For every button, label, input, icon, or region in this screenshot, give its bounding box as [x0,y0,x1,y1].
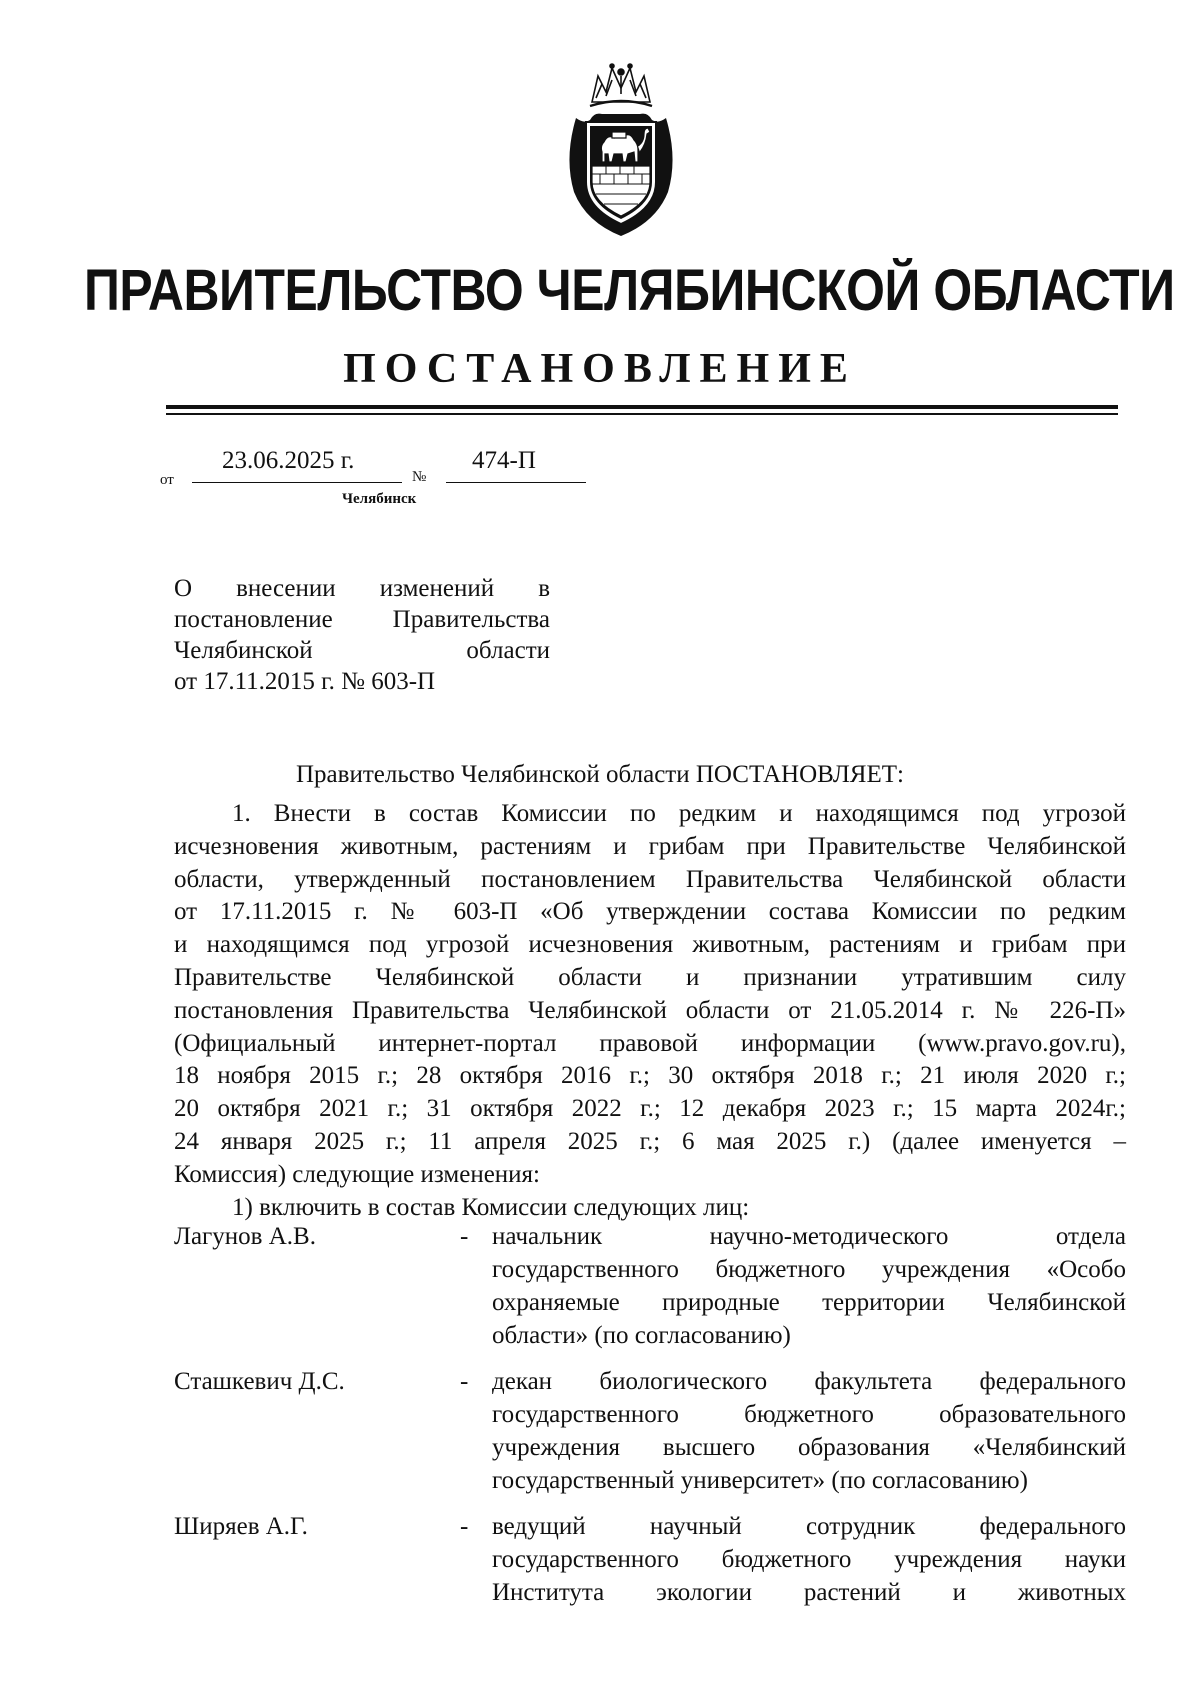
member-dash: - [460,1223,469,1250]
paragraph-line: 18 ноября 2015 г.; 28 октября 2016 г.; 30 октября 2018 г.; 21 июля 2020 г.; [174,1062,1126,1090]
paragraph-line: от 17.11.2015 г. № 603-П «Об утверждении состава Комиссии по редким [174,898,1126,926]
description-line: государственного бюджетного учреждения «Особо [492,1256,1126,1283]
paragraph-line: 1. Внести в состав Комиссии по редким и находящимся под угрозой [232,800,1126,827]
member-description [492,1510,1126,1609]
member-description [492,1220,1126,1352]
item-1-intro: 1) включить в состав Комиссии следующих лиц: [232,1194,750,1221]
date-underline [192,482,402,483]
paragraph-line: исчезновения животным, растениям и грибам при Правительстве Челябинской [174,832,1126,860]
description-line: начальник научно-методического отдела [492,1223,1126,1250]
document-number: 474-П [472,447,536,474]
subject-line: Челябинской области [174,637,550,664]
member-entry [174,1220,1126,1360]
subject-line: постановление Правительства [174,606,550,633]
number-underline [446,482,586,483]
description-line: Института экологии растений и животных [492,1579,1126,1606]
paragraph-line: Комиссия) следующие изменения: [174,1160,541,1188]
government-title: ПРАВИТЕЛЬСТВО ЧЕЛЯБИНСКОЙ ОБЛАСТИ [84,258,1175,323]
header-rule-thin [166,413,1118,415]
description-line: области» (по согласованию) [492,1322,791,1349]
paragraph-1 [174,798,1126,1192]
description-line: учреждения высшего образования «Челябинский [492,1434,1126,1461]
member-dash: - [460,1513,469,1540]
subject-line: О внесении изменений в [174,575,550,602]
city-label: Челябинск [342,491,417,507]
member-name: Сташкевич Д.С. [174,1368,345,1395]
description-line: государственный университет» (по согласованию) [492,1467,1028,1494]
description-line: ведущий научный сотрудник федерального [492,1513,1126,1540]
paragraph-line: 20 октября 2021 г.; 31 октября 2022 г.; 12 декабря 2023 г.; 15 марта 2024г.; [174,1095,1126,1123]
paragraph-line: 24 января 2025 г.; 11 апреля 2025 г.; 6 мая 2025 г.) (далее именуется – [174,1127,1126,1155]
document-subject [174,573,550,697]
subject-line: от 17.11.2015 г. № 603-П [174,668,436,695]
member-description [492,1365,1126,1497]
paragraph-line: области, утвержденный постановлением Правительства Челябинской области [174,865,1126,893]
member-dash: - [460,1368,469,1395]
description-line: охраняемые природные территории Челябинской [492,1289,1126,1316]
member-entry [174,1510,1126,1620]
member-entry [174,1365,1126,1505]
description-line: декан биологического факультета федерального [492,1368,1126,1395]
description-line: государственного бюджетного образовательного [492,1401,1126,1428]
from-label: от [160,472,174,488]
paragraph-line: и находящимся под угрозой исчезновения животным, растениям и грибам при [174,931,1126,959]
paragraph-line: Правительстве Челябинской области и признании утратившим силу [174,963,1126,991]
paragraph-line: (Официальный интернет-портал правовой информации (www.pravo.gov.ru), [174,1029,1126,1057]
header-rule-thick [166,405,1118,409]
document-type: ПОСТАНОВЛЕНИЕ [343,346,857,392]
coat-of-arms-icon [562,62,680,240]
member-name: Ширяев А.Г. [174,1513,308,1540]
member-name: Лагунов А.В. [174,1223,316,1250]
number-label: № [412,469,427,485]
paragraph-line: постановления Правительства Челябинской области от 21.05.2014 г. № 226-П» [174,996,1126,1024]
description-line: государственного бюджетного учреждения науки [492,1546,1126,1573]
preamble: Правительство Челябинской области ПОСТАНОВЛЯЕТ: [296,761,904,788]
document-date: 23.06.2025 г. [222,447,355,474]
